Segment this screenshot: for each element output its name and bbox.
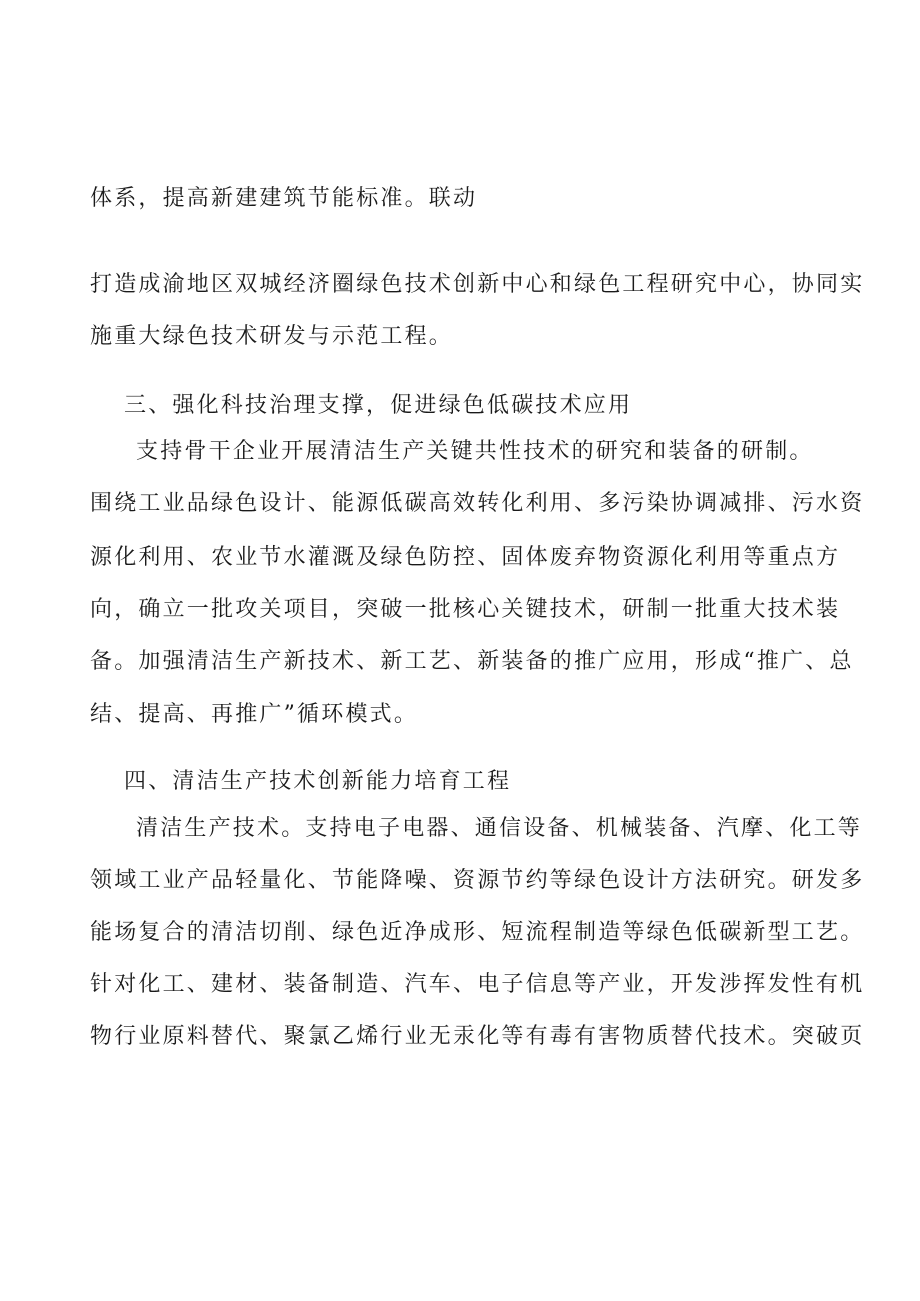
paragraph-line: 围绕工业品绿色设计、能源低碳高效转化利用、多污染协调减排、污水资 — [90, 491, 865, 516]
section-heading: 四、清洁生产技术创新能力培育工程 — [124, 769, 512, 794]
paragraph-line: 物行业原料替代、聚氯乙烯行业无汞化等有毒有害物质替代技术。突破页 — [90, 1024, 865, 1049]
paragraph-line: 源化利用、农业节水灌溉及绿色防控、固体废弃物资源化利用等重点方 — [90, 545, 841, 570]
fragment-line: 体系，提高新建建筑节能标准。联动 — [90, 186, 478, 211]
paragraph-line: 清洁生产技术。支持电子电器、通信设备、机械装备、汽摩、化工等 — [136, 816, 863, 841]
paragraph-line: 备。加强清洁生产新技术、新工艺、新装备的推广应用，形成“推广、总 — [90, 649, 854, 674]
paragraph-line: 领域工业产品轻量化、节能降噪、资源节约等绿色设计方法研究。研发多 — [90, 868, 865, 893]
paragraph-line: 结、提高、再推广”循环模式。 — [90, 702, 419, 727]
paragraph-line: 打造成渝地区双城经济圈绿色技术创新中心和绿色工程研究中心，协同实 — [90, 272, 865, 297]
paragraph-line: 施重大绿色技术研发与示范工程。 — [90, 324, 454, 349]
paragraph-line: 支持骨干企业开展清洁生产关键共性技术的研究和装备的研制。 — [136, 439, 814, 464]
paragraph-line: 向，确立一批攻关项目，突破一批核心关键技术，研制一批重大技术装 — [90, 597, 841, 622]
section-heading: 三、强化科技治理支撑，促进绿色低碳技术应用 — [124, 393, 633, 418]
paragraph-line: 能场复合的清洁切削、绿色近净成形、短流程制造等绿色低碳新型工艺。 — [90, 920, 865, 945]
paragraph-line: 针对化工、建材、装备制造、汽车、电子信息等产业，开发涉挥发性有机 — [90, 972, 865, 997]
